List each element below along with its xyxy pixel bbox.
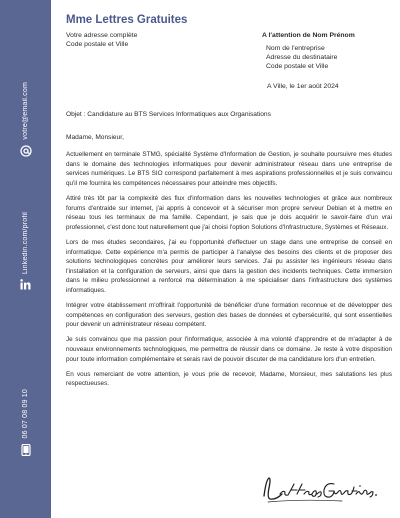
recipient-city: Code postale et Ville bbox=[266, 63, 329, 70]
letter-subject: Objet : Candidature au BTS Services Informatiques aux Organisations bbox=[66, 111, 271, 118]
sidebar-email[interactable] bbox=[0, 82, 51, 157]
body-paragraph: Je suis convaincu que ma passion pour l'informatique, associée à ma volonté d'apprendre et de m'adapter à de nouveaux environnements technologiques, me permettra de réussir dans ce domaine. Je reste à votre disposition pour toute information complémentaire et serais ravi de pouvoir discuter de ma candidature lors d'un entretien. bbox=[66, 336, 392, 363]
body-paragraph: Lors de mes études secondaires, j'ai eu l'opportunité d'effectuer un stage dans une entreprise de conseil en informatique. Cette expérience m'a permis de participer à l'analyse des besoins des clients et de proposer des solutions technologiques concrètes pour améliorer leurs services. J'ai pu assister les ingénieurs réseau dans l'installation et la configuration de serveurs, ainsi que dans la gestion des incidents techniques. Cette immersion dans le milieu professionnel a renforcé ma détermination à me spécialiser dans l'infrastructure des systèmes informatiques. bbox=[66, 238, 392, 294]
letter-salutation: Madame, Monsieur, bbox=[66, 134, 124, 141]
sidebar-linkedin-text: Linkedin.com/profil bbox=[22, 212, 29, 275]
body-paragraph: En vous remerciant de votre attention, je vous prie de recevoir, Madame, Monsieur, mes salutations les plus respectueuses. bbox=[66, 370, 392, 388]
recipient-block bbox=[262, 31, 355, 71]
letter-content bbox=[60, 0, 396, 518]
phone-icon bbox=[21, 444, 31, 456]
sender-city-line: Code postale et Ville bbox=[66, 41, 129, 48]
recipient-address: Adresse du destinataire bbox=[266, 54, 338, 61]
body-paragraph: Intégrer votre établissement m'offrirait l'opportunité de bénéficier d'une formation reconnue et de développer des compétences en configuration des serveurs, gestion des bases de données et cybersécurité, qui sont essentielles pour devenir un administrateur réseau compétent. bbox=[66, 302, 392, 329]
handwritten-signature bbox=[260, 472, 380, 506]
sender-address-line: Votre adresse complète bbox=[66, 32, 138, 39]
sidebar-phone-text: 06 07 08 09 10 bbox=[22, 389, 29, 439]
contact-sidebar bbox=[0, 0, 51, 518]
sender-address bbox=[66, 31, 137, 49]
sidebar-email-text: votre@email.com bbox=[22, 82, 29, 140]
letter-body bbox=[66, 150, 392, 395]
sidebar-phone[interactable] bbox=[0, 389, 51, 456]
recipient-attention: A l'attention de Nom Prénom bbox=[262, 32, 355, 39]
at-icon bbox=[20, 145, 32, 157]
sender-name: Mme Lettres Gratuites bbox=[66, 14, 188, 26]
body-paragraph: Attiré très tôt par la complexité des flux d'information dans les nouvelles technologies et grâce aux nombreux forums d'entraide sur internet, j'ai appris à concevoir et à sécuriser mon propre serveur Debian et à mettre en réseau tous les terminaux de ma famille. Cependant, je sais que je dois acquérir le savoir-faire d'un vrai professionnel, c'est donc tout naturellement que j'ai choisi l'option Solutions d'Infrastructure, Systèmes et Réseaux. bbox=[66, 194, 392, 231]
letter-date: A Ville, le 1er août 2024 bbox=[267, 83, 339, 90]
sidebar-linkedin[interactable] bbox=[0, 212, 51, 290]
body-paragraph: Actuellement en terminale STMG, spécialité Système d'Information de Gestion, je souhaite poursuivre mes études dans le domaine des technologies informatiques pour devenir administrateur réseau dans une entreprise de services numériques. Le BTS SIO correspond parfaitement à mes aspirations professionnelles et je suis convaincu qu'il me fournira les compétences nécessaires pour atteindre mes objectifs. bbox=[66, 151, 392, 187]
recipient-company: Nom de l'entreprise bbox=[266, 45, 325, 52]
linkedin-icon bbox=[20, 279, 31, 290]
